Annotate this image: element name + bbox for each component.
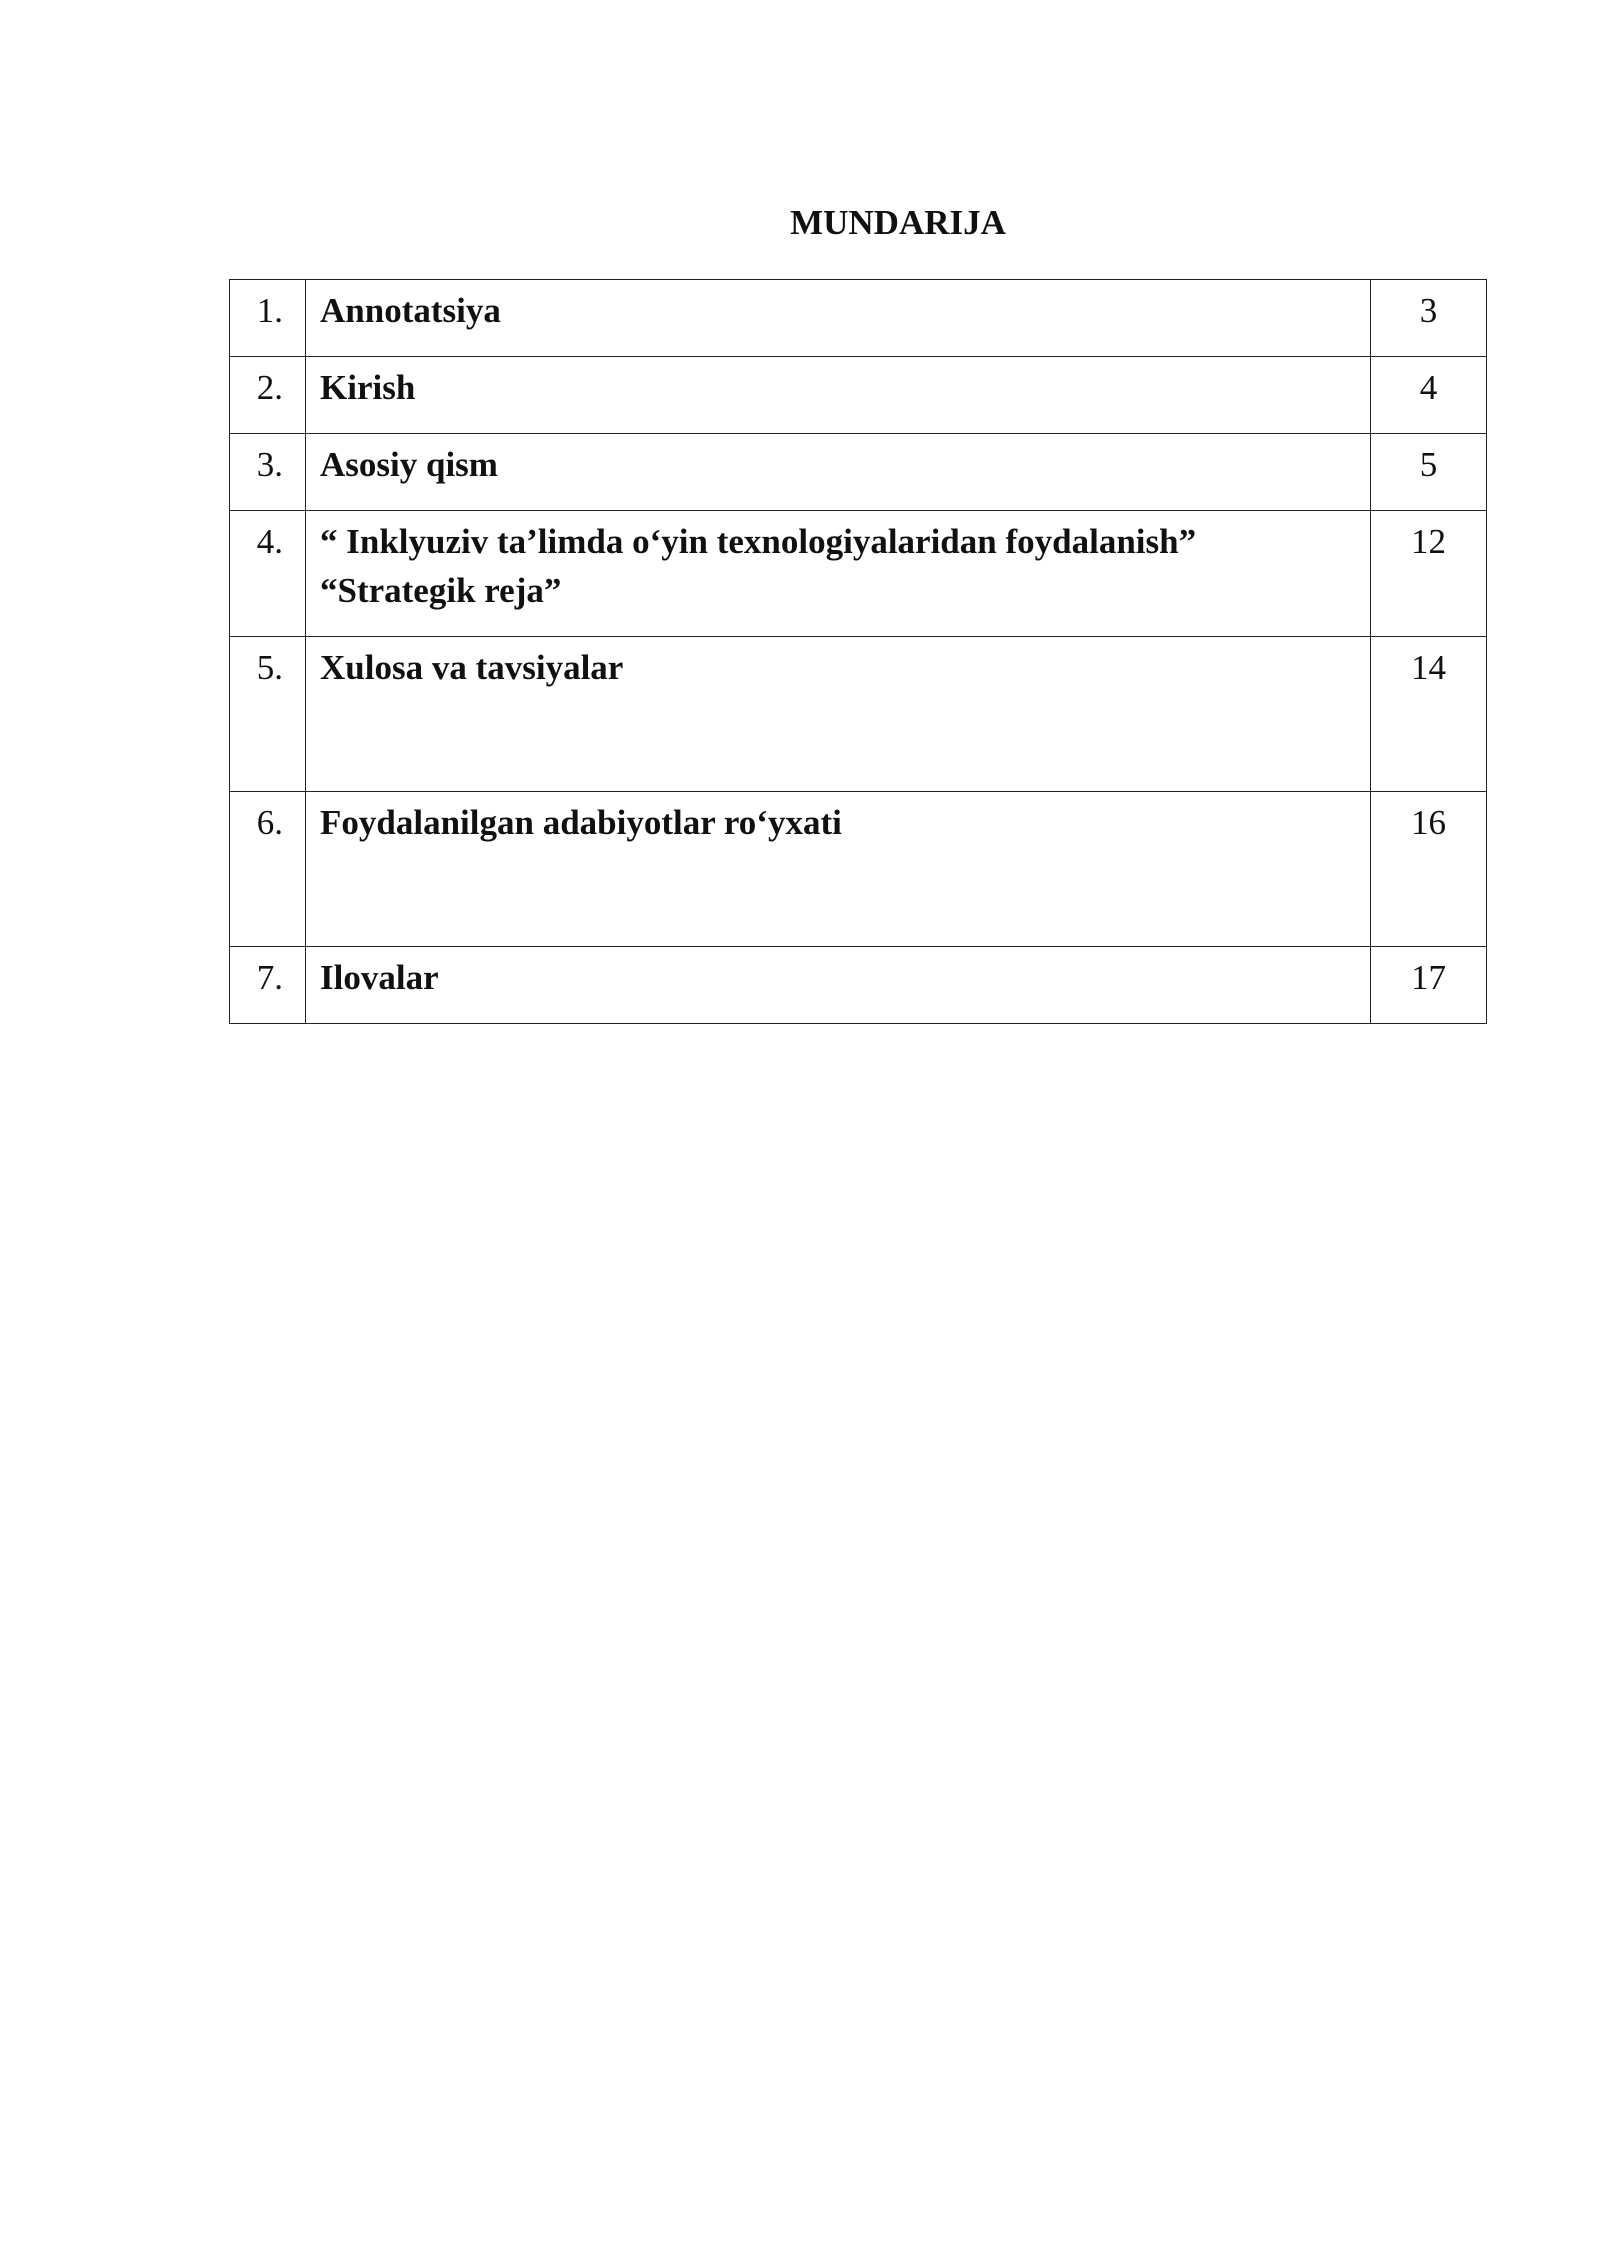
toc-title [306, 511, 1371, 637]
toc-page-number: 5 [1371, 434, 1487, 511]
toc-row [230, 434, 1487, 511]
toc-title-line: Kirish [320, 368, 416, 407]
page-title: MUNDARIJA [790, 203, 1006, 242]
toc-title [306, 792, 1371, 947]
toc-title [306, 637, 1371, 792]
toc-page-number: 12 [1371, 511, 1487, 637]
toc-title-line: Annotatsiya [320, 291, 501, 330]
toc-title [306, 280, 1371, 357]
toc-title-line: Foydalanilgan adabiyotlar ro‘yxati [320, 803, 842, 842]
toc-page-number: 17 [1371, 947, 1487, 1024]
toc-row [230, 357, 1487, 434]
toc-row [230, 511, 1487, 637]
toc-number: 2. [230, 357, 306, 434]
toc-row [230, 792, 1487, 947]
toc-number: 3. [230, 434, 306, 511]
toc-number: 6. [230, 792, 306, 947]
toc-row [230, 637, 1487, 792]
toc-title-line: “ Inklyuziv ta’limda o‘yin texnologiyalaridan foydalanish” [320, 522, 1197, 561]
toc-number: 4. [230, 511, 306, 637]
table-of-contents [229, 279, 1487, 1024]
toc-page-number: 3 [1371, 280, 1487, 357]
toc-title [306, 434, 1371, 511]
toc-row [230, 280, 1487, 357]
toc-title-line: Asosiy qism [320, 445, 498, 484]
toc-title [306, 357, 1371, 434]
toc-title-line: “Strategik reja” [320, 571, 562, 610]
toc-row [230, 947, 1487, 1024]
toc-page-number: 14 [1371, 637, 1487, 792]
toc-title-line: Ilovalar [320, 958, 439, 997]
toc-number: 7. [230, 947, 306, 1024]
toc-title-line: Xulosa va tavsiyalar [320, 648, 624, 687]
toc-page-number: 4 [1371, 357, 1487, 434]
toc-title [306, 947, 1371, 1024]
toc-number: 5. [230, 637, 306, 792]
toc-page-number: 16 [1371, 792, 1487, 947]
toc-number: 1. [230, 280, 306, 357]
